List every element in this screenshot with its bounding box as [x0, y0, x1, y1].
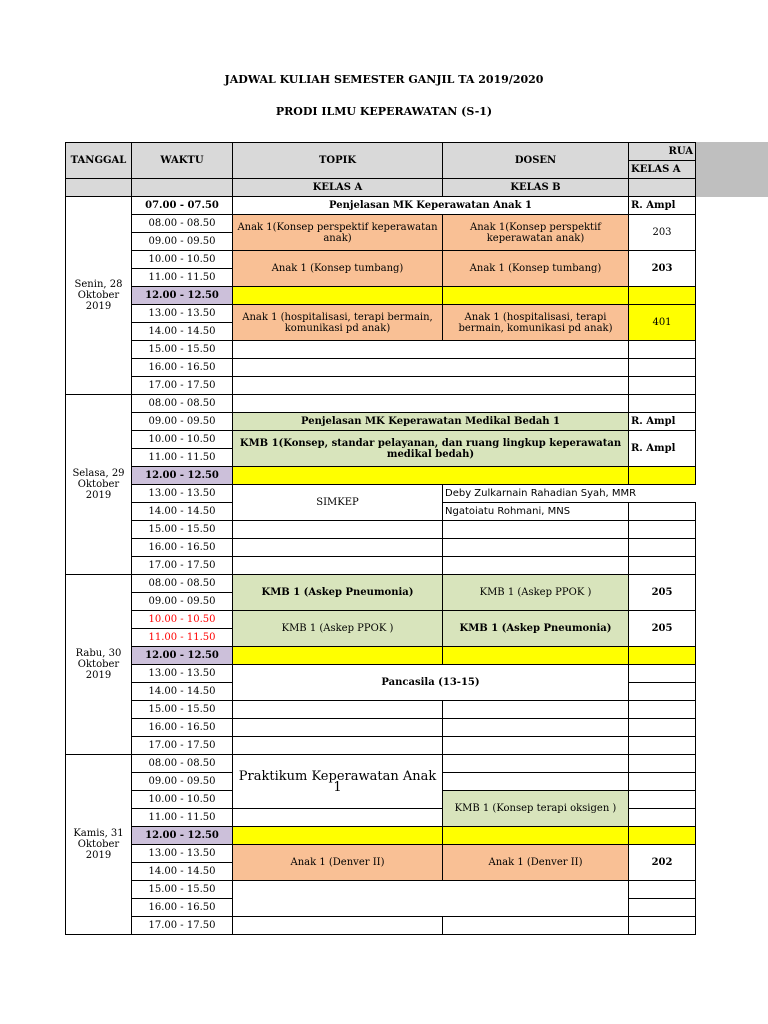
rabu-pneumonia-a: KMB 1 (Askep Pneumonia) — [233, 575, 443, 611]
empty-cell — [443, 755, 629, 773]
header-ruang: RUA — [629, 143, 696, 161]
break-cell — [629, 647, 696, 665]
empty-cell — [443, 557, 629, 575]
senin-room-3: 203 — [629, 251, 696, 287]
empty-cell — [233, 359, 629, 377]
empty-cell — [629, 503, 696, 521]
rabu-room-2: 205 — [629, 611, 696, 647]
senin-room-4: 401 — [629, 305, 696, 341]
empty-cell — [629, 737, 696, 755]
empty-cell — [629, 665, 696, 683]
empty-cell — [233, 737, 443, 755]
senin-anak1-konsep-a: Anak 1(Konsep perspektif keperawatan anak) — [233, 215, 443, 251]
empty-cell — [629, 521, 696, 539]
break-cell — [233, 467, 629, 485]
schedule-table — [65, 142, 696, 935]
empty-cell — [233, 521, 443, 539]
time-cell: 17.00 - 17.50 — [132, 557, 233, 575]
empty-cell — [233, 539, 443, 557]
time-cell: 08.00 - 08.50 — [132, 755, 233, 773]
empty-cell — [233, 881, 629, 917]
time-cell-break: 12.00 - 12.50 — [132, 287, 233, 305]
time-cell: 09.00 - 09.50 — [132, 773, 233, 791]
time-cell: 17.00 - 17.50 — [132, 917, 233, 935]
empty-cell — [629, 773, 696, 791]
senin-hospitalisasi-b: Anak 1 (hospitalisasi, terapi bermain, komunikasi pd anak) — [443, 305, 629, 341]
rabu-pneumonia-b: KMB 1 (Askep Pneumonia) — [443, 611, 629, 647]
time-cell: 14.00 - 14.50 — [132, 323, 233, 341]
empty-cell — [629, 881, 696, 899]
empty-cell — [233, 719, 443, 737]
kamis-room: 202 — [629, 845, 696, 881]
kamis-denver-a: Anak 1 (Denver II) — [233, 845, 443, 881]
header-topik: TOPIK — [233, 143, 443, 179]
time-cell: 11.00 - 11.50 — [132, 269, 233, 287]
time-cell: 11.00 - 11.50 — [132, 809, 233, 827]
empty-cell — [233, 917, 443, 935]
time-cell: 10.00 - 10.50 — [132, 251, 233, 269]
selasa-dosen-1: Deby Zulkarnain Rahadian Syah, MMR — [443, 485, 696, 503]
header-waktu: WAKTU — [132, 143, 233, 179]
senin-tumbang-b: Anak 1 (Konsep tumbang) — [443, 251, 629, 287]
header-blank-ruang — [629, 179, 696, 197]
time-cell-break: 12.00 - 12.50 — [132, 467, 233, 485]
empty-cell — [629, 341, 696, 359]
empty-cell — [443, 539, 629, 557]
schedule-subtitle: PRODI ILMU KEPERAWATAN (S-1) — [275, 105, 493, 118]
time-cell: 08.00 - 08.50 — [132, 215, 233, 233]
selasa-room-2: R. Ampl — [629, 431, 696, 467]
time-cell: 17.00 - 17.50 — [132, 737, 233, 755]
time-cell: 14.00 - 14.50 — [132, 863, 233, 881]
time-cell: 16.00 - 16.50 — [132, 539, 233, 557]
empty-cell — [233, 377, 629, 395]
header-ruang-kelas-a: KELAS A — [629, 161, 696, 179]
empty-cell — [629, 755, 696, 773]
time-cell: 16.00 - 16.50 — [132, 899, 233, 917]
time-cell: 13.00 - 13.50 — [132, 845, 233, 863]
empty-cell — [443, 773, 629, 791]
empty-cell — [443, 719, 629, 737]
time-cell: 07.00 - 07.50 — [132, 197, 233, 215]
empty-cell — [629, 809, 696, 827]
rabu-ppok-b: KMB 1 (Askep PPOK ) — [443, 575, 629, 611]
empty-cell — [443, 521, 629, 539]
empty-cell — [629, 377, 696, 395]
time-cell: 11.00 - 11.50 — [132, 449, 233, 467]
senin-tumbang-a: Anak 1 (Konsep tumbang) — [233, 251, 443, 287]
empty-cell — [233, 341, 629, 359]
time-cell-red: 11.00 - 11.50 — [132, 629, 233, 647]
break-cell — [233, 287, 443, 305]
senin-anak1-konsep-b: Anak 1(Konsep perspektif keperawatan anak) — [443, 215, 629, 251]
empty-cell — [443, 917, 629, 935]
day-kamis: Kamis, 31 Oktober 2019 — [66, 755, 132, 935]
break-cell — [443, 287, 629, 305]
kamis-kmb-oksigen: KMB 1 (Konsep terapi oksigen ) — [443, 791, 629, 827]
senin-room-2: 203 — [629, 215, 696, 251]
header-kelas-b: KELAS B — [443, 179, 629, 197]
selasa-simkep: SIMKEP — [233, 485, 443, 521]
time-cell: 08.00 - 08.50 — [132, 575, 233, 593]
header-tanggal: TANGGAL — [66, 143, 132, 179]
break-cell — [233, 647, 443, 665]
time-cell-break: 12.00 - 12.50 — [132, 647, 233, 665]
time-cell: 16.00 - 16.50 — [132, 719, 233, 737]
empty-cell — [443, 701, 629, 719]
senin-room-1: R. Ampl — [629, 197, 696, 215]
time-cell: 14.00 - 14.50 — [132, 503, 233, 521]
time-cell: 16.00 - 16.50 — [132, 359, 233, 377]
day-rabu: Rabu, 30 Oktober 2019 — [66, 575, 132, 755]
rabu-pancasila: Pancasila (13-15) — [233, 665, 629, 701]
empty-cell — [233, 809, 443, 827]
selasa-penjelasan: Penjelasan MK Keperawatan Medikal Bedah 1 — [233, 413, 629, 431]
header-blank-tanggal — [66, 179, 132, 197]
time-cell-red: 10.00 - 10.50 — [132, 611, 233, 629]
time-cell: 15.00 - 15.50 — [132, 881, 233, 899]
empty-cell — [629, 701, 696, 719]
break-cell — [233, 827, 443, 845]
senin-penjelasan: Penjelasan MK Keperawatan Anak 1 — [233, 197, 629, 215]
time-cell: 09.00 - 09.50 — [132, 593, 233, 611]
time-cell: 13.00 - 13.50 — [132, 305, 233, 323]
day-selasa: Selasa, 29 Oktober 2019 — [66, 395, 132, 575]
header-blank-waktu — [132, 179, 233, 197]
empty-cell — [629, 557, 696, 575]
rabu-room-1: 205 — [629, 575, 696, 611]
break-cell — [443, 647, 629, 665]
empty-cell — [629, 683, 696, 701]
empty-cell — [629, 899, 696, 917]
time-cell: 15.00 - 15.50 — [132, 341, 233, 359]
senin-hospitalisasi-a: Anak 1 (hospitalisasi, terapi bermain, komunikasi pd anak) — [233, 305, 443, 341]
schedule-title: JADWAL KULIAH SEMESTER GANJIL TA 2019/2020 — [224, 73, 544, 86]
time-cell: 09.00 - 09.50 — [132, 413, 233, 431]
time-cell: 08.00 - 08.50 — [132, 395, 233, 413]
time-cell: 15.00 - 15.50 — [132, 521, 233, 539]
time-cell: 10.00 - 10.50 — [132, 791, 233, 809]
time-cell: 09.00 - 09.50 — [132, 233, 233, 251]
time-cell: 17.00 - 17.50 — [132, 377, 233, 395]
time-cell: 13.00 - 13.50 — [132, 485, 233, 503]
empty-cell — [629, 917, 696, 935]
selasa-room-1: R. Ampl — [629, 413, 696, 431]
rabu-ppok-a: KMB 1 (Askep PPOK ) — [233, 611, 443, 647]
kamis-praktikum: Praktikum Keperawatan Anak 1 — [233, 755, 443, 809]
time-cell: 10.00 - 10.50 — [132, 431, 233, 449]
empty-cell — [233, 557, 443, 575]
break-cell — [629, 467, 696, 485]
grey-block — [695, 142, 768, 197]
selasa-kmb-konsep: KMB 1(Konsep, standar pelayanan, dan ruang lingkup keperawatan medikal bedah) — [233, 431, 629, 467]
time-cell: 13.00 - 13.50 — [132, 665, 233, 683]
break-cell — [629, 827, 696, 845]
kamis-denver-b: Anak 1 (Denver II) — [443, 845, 629, 881]
empty-cell — [629, 359, 696, 377]
empty-cell — [629, 719, 696, 737]
header-dosen: DOSEN — [443, 143, 629, 179]
empty-cell — [443, 737, 629, 755]
empty-cell — [629, 791, 696, 809]
empty-cell — [233, 395, 629, 413]
time-cell: 15.00 - 15.50 — [132, 701, 233, 719]
empty-cell — [629, 539, 696, 557]
time-cell-break: 12.00 - 12.50 — [132, 827, 233, 845]
header-kelas-a: KELAS A — [233, 179, 443, 197]
break-cell — [629, 287, 696, 305]
empty-cell — [233, 701, 443, 719]
time-cell: 14.00 - 14.50 — [132, 683, 233, 701]
empty-cell — [629, 395, 696, 413]
day-senin: Senin, 28 Oktober 2019 — [66, 197, 132, 395]
break-cell — [443, 827, 629, 845]
selasa-dosen-2: Ngatoiatu Rohmani, MNS — [443, 503, 629, 521]
